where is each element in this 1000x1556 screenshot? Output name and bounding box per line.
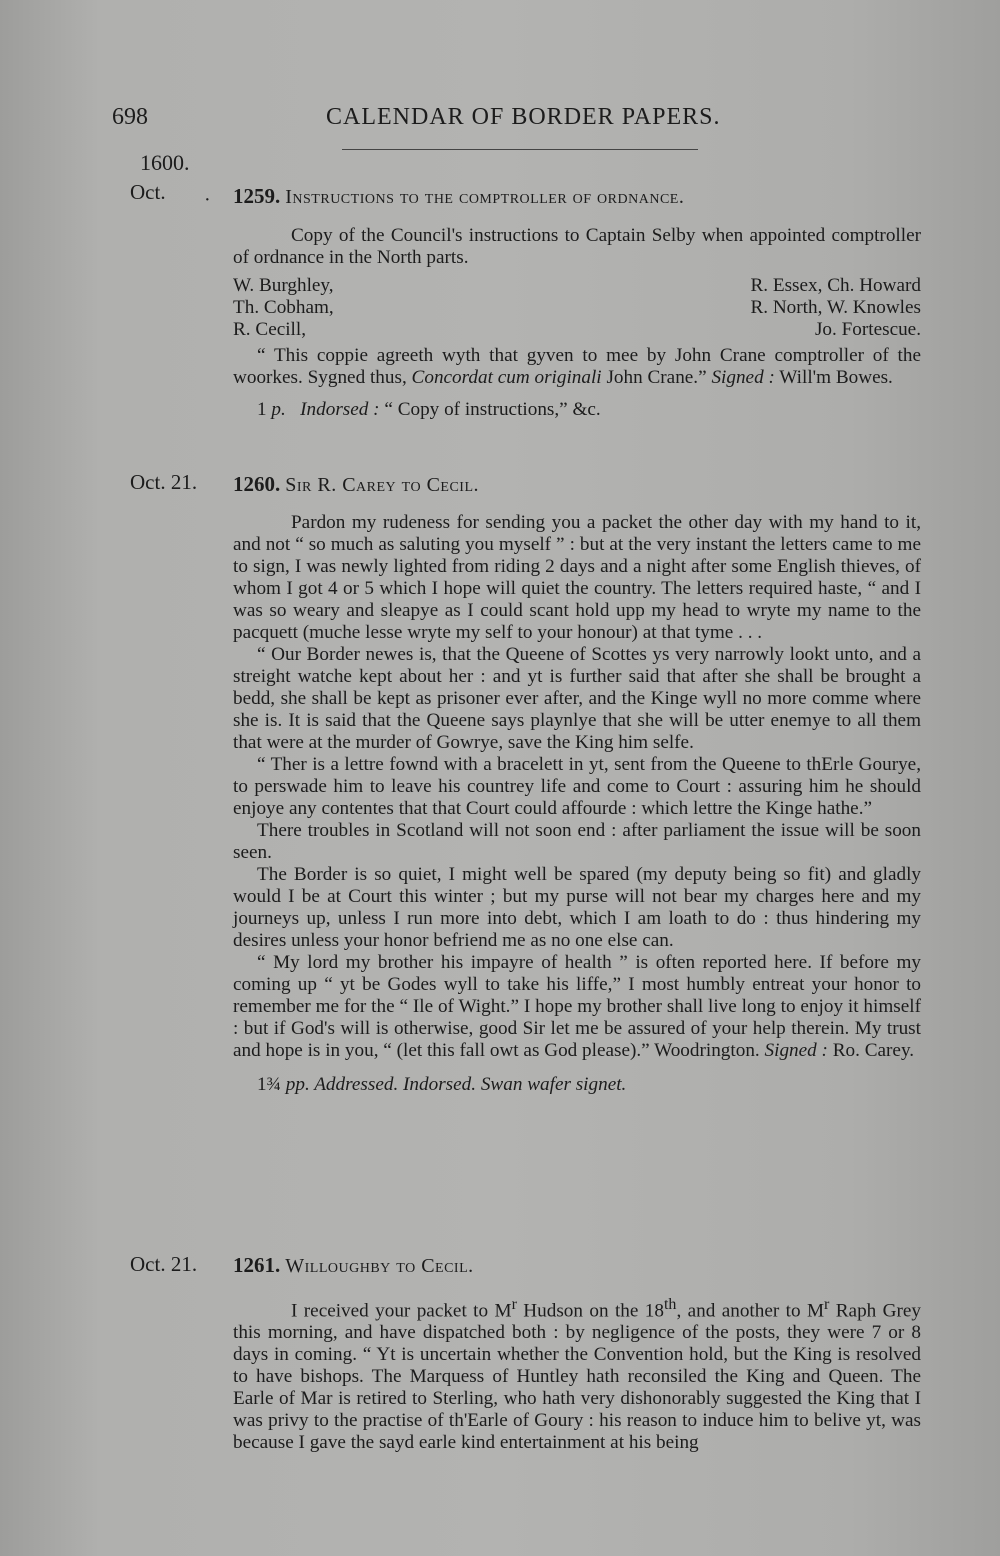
superscript: r xyxy=(824,1296,830,1313)
entry-date-1260: Oct. 21. xyxy=(130,470,198,494)
letter-paragraph: The Border is so quiet, I might well be spared (my deputy being so fit) and gladly would I be at Court this winter ; but my purse will not bear my charges here and my journeys up, unless I run more into debt, which I am loath to do : thus hindering my desires unless your honor befriend me as no one else can. xyxy=(233,864,921,951)
note-latin: Concordat cum originali xyxy=(411,367,602,388)
superscript: r xyxy=(511,1296,517,1313)
signed-label: Signed : xyxy=(711,367,775,388)
text-run: , and another to M xyxy=(676,1300,825,1322)
signed-name: Will'm Bowes. xyxy=(774,367,893,388)
letter-paragraph: There troubles in Scotland will not soon end : after parliament the issue will be soon seen. xyxy=(233,820,921,863)
letter-paragraph-closing xyxy=(233,952,921,1062)
page-number: 698 xyxy=(112,104,148,130)
page-count: 1 xyxy=(257,399,272,420)
signatory-right: R. North, W. Knowles xyxy=(750,297,921,318)
signatory-row xyxy=(233,297,921,319)
letter-paragraph xyxy=(233,1294,921,1454)
letter-paragraph: “ Ther is a lettre fownd with a bracelett in yt, sent from the Queene to thErle Gourye, to perswade him to leave his countrey life and come to Court : assuring him he should enjoye any contentes that that Court could affourde : which lettre the Kinge hathe.” xyxy=(233,754,921,819)
header-rule xyxy=(342,149,698,150)
signatory-left: Th. Cobham, xyxy=(233,297,334,318)
signed-label: Signed : xyxy=(764,1040,828,1061)
page-count: 1¾ xyxy=(257,1074,286,1095)
entry-date-1261: Oct. 21. xyxy=(130,1252,198,1276)
endorsement-text: Addressed. Indorsed. Swan wafer signet. xyxy=(309,1074,627,1095)
entry-title: Sir R. Carey to Cecil. xyxy=(285,474,480,496)
closing-text: “ My lord my brother his impayre of health ” is often reported here. If before my coming up “ yt be Godes wyll to take his liffe,” I most humbly entreat your honor to remember me for the “ Ile of Wight.” I hope my brother shall live long to enjoy it himself : but if God's will is otherwise, good Sir let me be assured of your help therein. My trust and hope is in you, “ (let this fall owt as God please).” Woodrington. xyxy=(233,952,921,1061)
entry-intro: Copy of the Council's instructions to Captain Selby when appointed comptroller of ordnance in the North parts. xyxy=(233,225,921,268)
entry-date-1259: Oct. xyxy=(130,180,166,204)
signatory-right: Jo. Fortescue. xyxy=(814,319,921,340)
running-title: CALENDAR OF BORDER PAPERS. xyxy=(326,104,721,130)
text-run: Raph Grey this morning, and have dispatched both : by negligence of the posts, they were 7 or 8 days in coming. “ Yt is uncertain whether the Convention hold, but the King is resolved to have bishops. The Marquess of Huntley hath reconsiled the King and Queen. The Earle of Mar is retired to Sterling, who hath very dishonorably suggested the King that I was privy to the practise of th'Earle of Goury : his reason to induce him to belive yt, was because I gave the sayd earle kind entertainment at his being xyxy=(233,1300,922,1454)
signatory-list xyxy=(233,275,921,341)
letter-paragraph: Pardon my rudeness for sending you a packet the other day with my hand to it, and not “ so much as saluting you myself ” : but at the very instant the letters came to me to sign, I was newly lighted from riding 2 days and a night after some English thieves, of whom I got 4 or 5 which I hope will quiet the country. The letters required haste, “ and I was so weary and sleapye as I could scant hold upp my head to wryte my name to the pacquett (muche lesse wryte my self to your honour) at that tyme . . . xyxy=(233,512,921,643)
text-run: Hudson on the 18 xyxy=(516,1300,664,1322)
attestation-note xyxy=(233,345,921,389)
entry-heading-1259 xyxy=(233,184,684,209)
margin-dot: · xyxy=(204,189,211,211)
entry-heading-1260 xyxy=(233,472,479,497)
endorsement-line xyxy=(233,399,921,421)
text-run: I received your packet to M xyxy=(291,1300,512,1322)
entry-heading-1261 xyxy=(233,1253,474,1278)
letter-paragraph: “ Our Border newes is, that the Queene of Scottes ys very narrowly lookt unto, and a streight watche kept about her : and yt is further said that after she shall be brought a bedd, she shall be kept as prisoner ever after, and the Kinge wyll no more comme where she is. It is said that the Queene says playnlye that she will be utter enemye to all them that were at the murder of Gowrye, save the King him selfe. xyxy=(233,644,921,753)
signatory-row xyxy=(233,275,921,297)
signed-name: Ro. Carey. xyxy=(827,1040,915,1061)
entry-number: 1260. xyxy=(233,472,281,496)
year-marker: 1600. xyxy=(140,150,190,175)
signatory-left: R. Cecill, xyxy=(233,319,307,340)
superscript: th xyxy=(663,1296,677,1313)
signatory-right: R. Essex, Ch. Howard xyxy=(750,275,921,296)
entry-body-1261 xyxy=(233,1294,921,1454)
endorsed-label: Indorsed : xyxy=(300,399,380,420)
endorsement-line xyxy=(233,1074,921,1096)
entry-title: Instructions to the comptroller of ordnance. xyxy=(285,186,685,208)
signatory-left: W. Burghley, xyxy=(233,275,334,296)
page-unit: pp. xyxy=(285,1074,310,1095)
page-unit: p. xyxy=(271,399,286,420)
note-text-end: John Crane.” xyxy=(601,367,707,388)
entry-number: 1259. xyxy=(233,184,281,208)
signatory-row xyxy=(233,319,921,341)
entry-body-1259 xyxy=(233,225,921,421)
entry-body-1260 xyxy=(233,512,921,1096)
entry-number: 1261. xyxy=(233,1253,281,1277)
entry-title: Willoughby to Cecil. xyxy=(285,1255,474,1277)
note-text: “ This coppie agreeth wyth that gyven to mee by John Crane comptroller of the woorkes. Sygned thus, xyxy=(233,345,921,388)
endorsed-text: “ Copy of instructions,” &c. xyxy=(379,399,601,420)
